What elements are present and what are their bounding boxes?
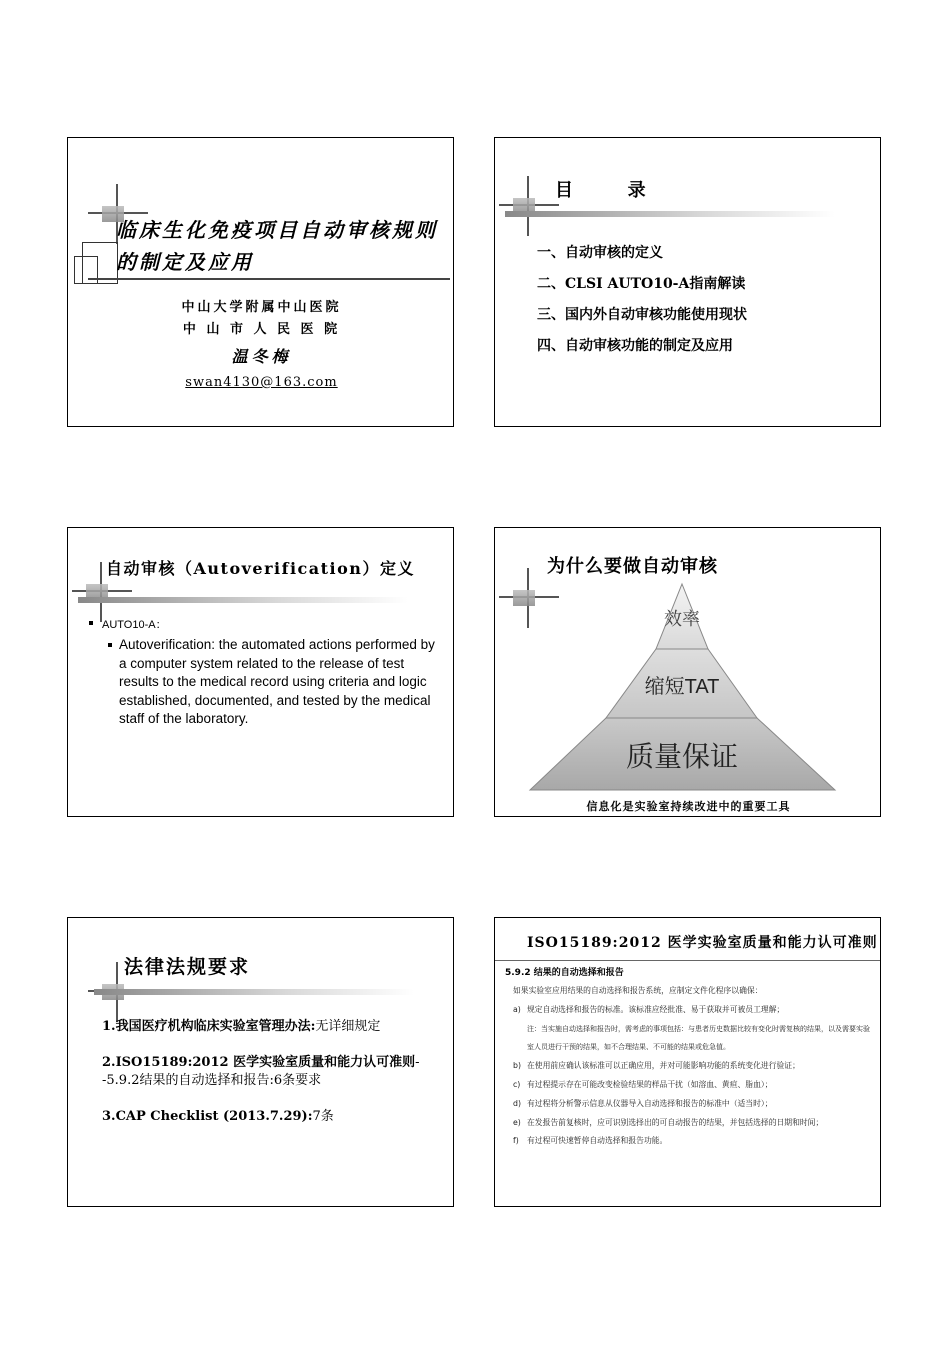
regulation-item-2-text: --5.9.2结果的自动选择和报告:6条要求 <box>102 1055 420 1088</box>
iso-item-a: a) 规定自动选择和报告的标准。该标准应经批准、易于获取并可被员工理解； <box>513 1004 785 1014</box>
iso-item-d: d) 有过程将分析警示信息从仪器导入自动选择和报告的标准中（适当时）； <box>513 1098 773 1108</box>
iso-item-b: b) 在使用前应确认该标准可以正确应用，并对可能影响功能的系统变化进行验证； <box>513 1061 800 1071</box>
contents-item: 四、自动审核功能的制定及应用 <box>537 338 733 354</box>
slide-why <box>494 527 881 817</box>
regulations-title: 法律法规要求 <box>124 956 251 978</box>
iso-note: 注：当实施自动选择和报告时，需考虑的事项包括：与患者历史数据比较有变化时需复核的结果，以及需要实验室人员进行干预的结果，如不合理结果、不可能的结果或危急值。 <box>527 1024 870 1052</box>
regulation-item-1-bold: 1.我国医疗机构临床实验室管理办法: <box>102 1019 316 1034</box>
title-rule <box>78 597 408 603</box>
contents-item: 三、国内外自动审核功能使用现状 <box>537 307 747 323</box>
bullet-level2: Autoverification: the automated actions performed by a computer system related to the release of test results to the medical record using criteria and logic established, documented, and tested by the medical staff of the laboratory. <box>88 636 438 729</box>
title-rule <box>94 989 414 995</box>
author-name: 温冬梅 <box>231 347 292 366</box>
iso-intro: 如果实验室应用结果的自动选择和报告系统，应制定文件化程序以确保： <box>513 986 763 995</box>
regulation-item-3 <box>102 1108 442 1126</box>
institution-2: 中 山 市 人 民 医 院 <box>182 322 341 337</box>
definition-body <box>88 616 438 729</box>
title-rule <box>505 211 835 217</box>
title-rule <box>495 960 881 961</box>
bullet-level1: AUTO10-A： <box>88 616 438 632</box>
iso-item-c: c) 有过程提示存在可能改变检验结果的样品干扰（如溶血、黄疸、脂血）； <box>513 1079 773 1089</box>
slide-iso15189 <box>494 917 881 1207</box>
contents-item: 二、CLSI AUTO10-A指南解读 <box>537 276 746 292</box>
iso-title: ISO15189:2012 医学实验室质量和能力认可准则 <box>527 935 878 951</box>
regulation-item-3-bold: 3.CAP Checklist (2013.7.29): <box>102 1109 313 1124</box>
cross-decoration-icon <box>499 176 559 236</box>
presentation-title: 临床生化免疫项目自动审核规则的制定及应用 <box>116 218 438 274</box>
institution-1: 中山大学附属中山医院 <box>181 300 342 315</box>
author-email: swan4130@163.com <box>185 375 338 390</box>
iso-clause-text <box>513 982 873 1151</box>
contents-title <box>555 176 648 202</box>
pyramid-middle-label: 缩短TAT <box>644 676 720 698</box>
regulation-item-3-text: 7条 <box>312 1109 334 1124</box>
pyramid-diagram <box>495 528 881 817</box>
slide-contents <box>494 137 881 427</box>
contents-item: 一、自动审核的定义 <box>537 245 663 261</box>
regulation-item-2-bold: 2.ISO15189:2012 医学实验室质量和能力认可准则 <box>102 1055 416 1070</box>
pyramid-caption: 信息化是实验室持续改进中的重要工具 <box>586 800 791 813</box>
contents-list <box>537 238 747 362</box>
iso-section-heading: 5.9.2 结果的自动选择和报告 <box>505 968 624 978</box>
definition-title: 自动审核（Autoverification）定义 <box>106 559 415 578</box>
slide-regulations <box>67 917 454 1207</box>
why-title: 为什么要做自动审核 <box>547 556 718 577</box>
regulation-item-2 <box>102 1054 442 1090</box>
title-underline <box>88 278 450 280</box>
regulation-item-1-text: 无详细规定 <box>315 1019 381 1034</box>
pyramid-bottom-label: 质量保证 <box>625 740 739 773</box>
iso-item-e: e) 在发报告前复核时，应可识别选择出的可自动报告的结果，并包括选择的日期和时间； <box>513 1117 824 1127</box>
slide-title <box>67 137 454 427</box>
iso-item-f: f) 有过程可快速暂停自动选择和报告功能。 <box>513 1136 668 1146</box>
contents-title-b: 录 <box>627 180 648 201</box>
regulation-item-1 <box>102 1018 442 1036</box>
slide-definition <box>67 527 454 817</box>
contents-title-a: 目 <box>555 180 575 201</box>
pyramid-top-label: 效率 <box>664 609 700 630</box>
